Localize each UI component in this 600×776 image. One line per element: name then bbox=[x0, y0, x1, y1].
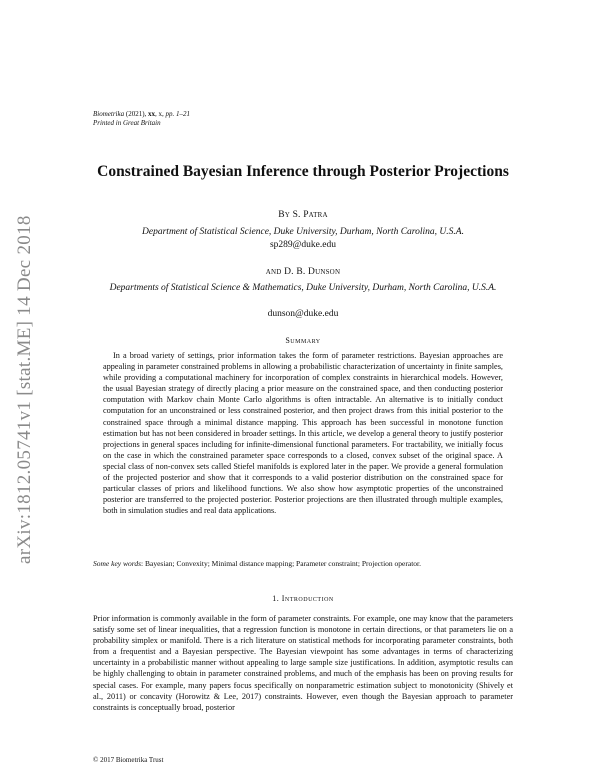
journal-printed: Printed in Great Britain bbox=[93, 119, 161, 127]
author-email-2: dunson@duke.edu bbox=[267, 309, 339, 319]
summary-text: In a broad variety of settings, prior information takes the form of parameter restrictions. Bayesian approaches are appealing in parameter constrained problems in allowing a probabilistic characterization of uncertainty in finite samples, while providing a computational machinery for incorporation of complex constraints in hierarchical models. However, the usual Bayesian strategy of directly placing a prior measure on the constrained space, and then conducting posterior computation with Markov chain Monte Carlo algorithms is often intractable. An alternative is to initially conduct computation for an unconstrained or less constrained posterior, and then project draws from this initial posterior to the constrained space through a minimal distance mapping. This approach has been successful in monotone function estimation but has not been considered in broader settings. In this article, we develop a general theory to justify posterior projections in general spaces including for infinite-dimensional functional parameters. For tractability, we initially focus on the case in which the constrained parameter space corresponds to a closed, convex subset of the original space. A special class of non-convex sets called Stiefel manifolds is explored later in the paper. We provide a general formulation of the projected posterior and show that it corresponds to a valid posterior distribution on the constrained space for particular classes of priors and likelihood functions. We also show how asymptotic properties of the unconstrained posterior are transferred to the projected posterior. Posterior projections are then illustrated through multiple examples, both in simulation studies and real data applications. bbox=[103, 351, 503, 516]
author-affiliation-2: Departments of Statistical Science & Mathematics, Duke University, Durham, North Carolina, U.S.A. bbox=[109, 283, 497, 293]
keywords-label: Some key words bbox=[93, 559, 142, 568]
journal-pages: pp. 1–21 bbox=[165, 110, 191, 118]
author-name-1: By S. Patra bbox=[278, 210, 328, 220]
keywords-text: : Bayesian; Convexity; Minimal distance mapping; Parameter constraint; Projection operator. bbox=[141, 559, 421, 568]
journal-header bbox=[93, 110, 190, 128]
introduction-text: Prior information is commonly available in the form of parameter constraints. For example, one may know that the parameters satisfy some set of linear inequalities, that a regression function is monotone in certain directions, or that parameters lie on a probability simplex or manifold. There is a rich literature on statistical methods for incorporating parameter constraints, both from a frequentist and a Bayesian perspective. The Bayesian viewpoint has some advantages in terms of characterizing uncertainty in a probabilistic manner without appealing to large sample size justifications. In addition, asymptotic results can be highly challenging to obtain in parameter constrained problems, and much of the emphasis has been on proving results for special cases. For example, many papers focus specifically on nonparametric estimation subject to monotonicity (Shively et al., 2011) or concavity (Horowitz & Lee, 2017) constraints. However, even though the Bayesian approach to parameter constraints is conceptually broad, posterior bbox=[93, 614, 513, 712]
paper-title: Constrained Bayesian Inference through Posterior Projections bbox=[97, 163, 509, 180]
arxiv-identifier: arXiv:1812.05741v1 [stat.ME] 14 Dec 2018 bbox=[14, 215, 35, 565]
journal-year: (2021), bbox=[125, 110, 147, 118]
copyright-footer: © 2017 Biometrika Trust bbox=[93, 756, 164, 764]
journal-name: Biometrika bbox=[93, 110, 125, 118]
journal-citation bbox=[93, 110, 190, 119]
keywords bbox=[93, 559, 513, 569]
summary-heading: Summary bbox=[285, 336, 321, 345]
author-name-2: and D. B. Dunson bbox=[265, 267, 341, 277]
journal-volume: xx bbox=[148, 110, 156, 118]
section-heading-introduction: 1. Introduction bbox=[272, 594, 334, 603]
author-email-1: sp289@duke.edu bbox=[269, 240, 336, 250]
author-affiliation-1: Department of Statistical Science, Duke University, Durham, North Carolina, U.S.A. bbox=[142, 227, 464, 237]
journal-issue: , x, bbox=[155, 110, 164, 118]
